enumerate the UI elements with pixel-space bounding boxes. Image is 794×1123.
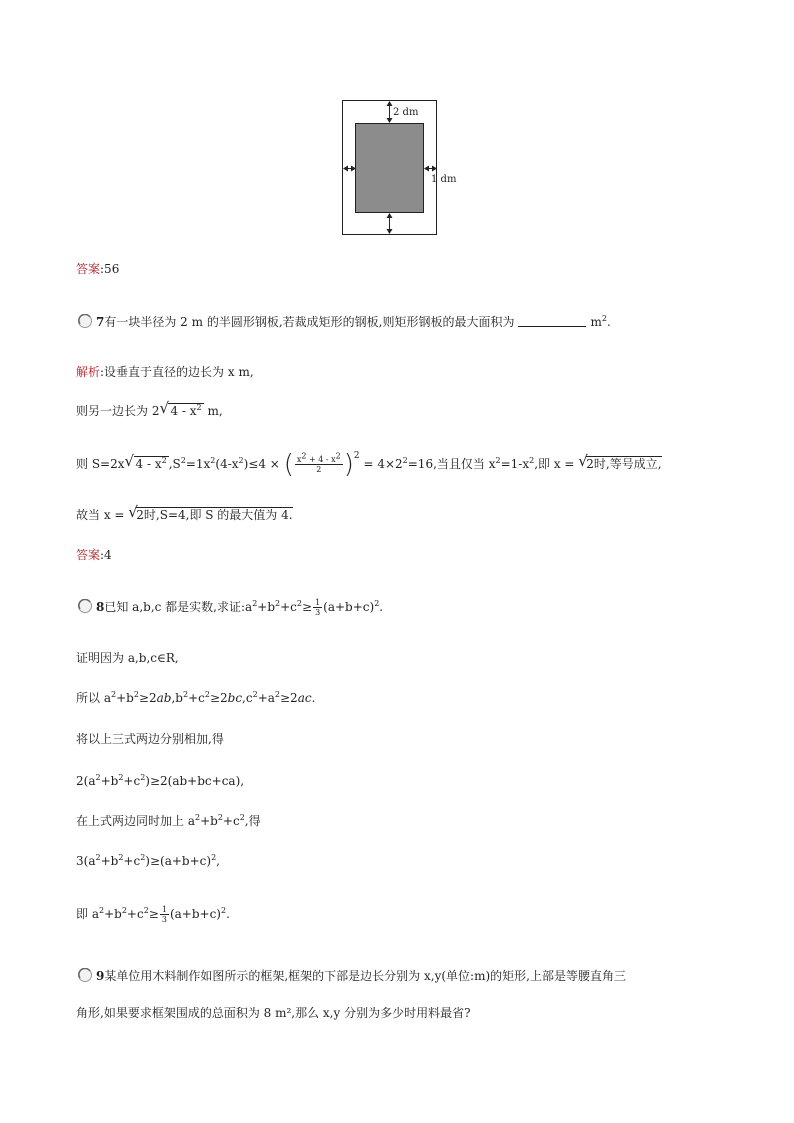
line3-c: =1x [185,457,211,471]
q9-line-2 [76,1005,471,1021]
line3-b: ,S [168,457,181,471]
q8-stem: 8已知 a,b,c 都是实数,求证$:a^2+b^2+c^2\ge$ $\frac{1}{3}$ $(a+b+c)^2$. [76,598,383,617]
q7-analysis-1 [76,364,254,380]
answer-label: 答案 [76,262,101,276]
question-marker-icon [76,599,94,613]
sqrt-2b: √ 2时,S=4,即 S 的最大值为 4. [128,503,293,522]
line2-a: 则另一边长为 2 [76,404,160,418]
line3-h: =1-x [500,457,530,471]
sqrt-2a: √ 2时,等号成立, [578,452,662,471]
label-1dm: 1 dm [431,174,457,185]
q8-number: 8 [96,600,105,614]
q8-proof-7: 即 $a^2+b^2+c^2\ge$ $\frac{1}{3}$ $(a+b+c)^2$. [76,905,230,924]
question-marker-icon [76,314,94,328]
line3-d: (4-x [215,457,239,471]
q7-analysis-2 [76,399,223,419]
q8-stem-text: 已知 a,b,c 都是实数,求证:a [104,600,253,614]
analysis-text: :设垂直于直径的边长为 x m, [100,365,254,379]
q8-proof-1 [76,650,179,666]
line3-i: ,即 x = [534,457,579,471]
question-marker-icon [76,968,94,982]
q9-number: 9 [96,969,105,983]
line3-g: =16,当且仅当 x [407,457,496,471]
line4-b: 2时,S=4,即 S 的最大值为 4. [136,508,293,522]
left-paren: ( [283,449,294,480]
q9-text-2: 角形,如果要求框架围成的总面积为 8 m²,那么 x,y 分别为多少时用料最省? [76,1006,471,1020]
q8-proof-4: $2(a^2+b^2+c^2)\ge 2(ab+bc+ca)$, [76,773,245,788]
proof-7: 即 a [76,907,99,921]
line3-a: 则 S=2x [76,457,125,471]
answer-blank [518,326,586,327]
q6-answer [76,261,119,277]
q7-analysis-3: 则 S=2x √ $4 - x^2$ $,S^2=1x^2(4-x^2)\le 4$ × ( $\frac{x^2 + 4 - x^2}{2}$ )$^2 = 4\times 2^2=16$,当且仅当 $x^2=1-x^2$,即 x = √ 2时,等号成立, [76,449,662,480]
line2-b: m, [203,404,223,418]
q9-line-1 [76,968,626,984]
fraction: $\frac{x^2 + 4 - x^2}{2}$ [296,451,341,474]
line3-e: )≤4 × [243,457,280,471]
frac-den: 2 [316,465,322,474]
line3-rad: 4 - x [135,457,162,471]
q7-stem: 7有一块半径为 2 m 的半圆形钢板,若裁成矩形的钢板,则矩形钢板的最大面积为 $m^2$. [76,314,611,330]
q7-stem-text: 有一块半径为 2 m 的半圆形钢板,若裁成矩形的钢板,则矩形钢板的最大面积为 [104,315,515,329]
answer-value-2: :4 [100,548,112,562]
proof-1: 证明因为 a,b,c∈R, [76,651,179,665]
label-2dm: 2 dm [393,107,419,118]
q8-proof-2: 所以 $a^2+b^2\ge 2ab,b^2+c^2\ge 2bc,c^2+a^2\ge 2ac$. [76,690,316,705]
q7-answer [76,547,112,563]
gray-panel [356,124,424,213]
sqrt-expr: √ $4 - x^2$ [159,399,202,418]
right-paren: ) [343,449,354,480]
one-third-2: $\frac{1}{3}$ [161,905,167,924]
line4-a: 故当 x = [76,508,129,522]
line3-f: = 4×2 [359,457,403,471]
proof-5: 在上式两边同时加上 a [76,814,195,828]
frac-num-a: x [296,455,302,464]
proof-2: 所以 a [76,691,111,705]
proof-3: 将以上三式两边分别相加,得 [76,732,224,746]
answer-label-2: 答案 [76,548,101,562]
q7-unit: m [590,315,602,329]
q9-text-1: 某单位用木料制作如图所示的框架,框架的下部是边长分别为 x,y(单位:m)的矩形,上部是等腰直角三 [104,969,626,983]
answer-value: :56 [100,262,120,276]
line3-j: 2时,等号成立, [586,457,662,471]
sqrt-expr-2: √ $4 - x^2$ [124,452,167,471]
q7-analysis-4 [76,503,293,523]
q8-proof-5: 在上式两边同时加上 $a^2+b^2+c^2$,得 [76,813,261,828]
frac-num-b: + 4 - x [306,455,336,464]
q8-proof-6: $3(a^2+b^2+c^2)\ge(a+b+c)^2$, [76,853,220,868]
one-third: $\frac{1}{3}$ [315,598,321,617]
line2-rad: 4 - x [170,404,197,418]
q7-end: . [606,315,611,329]
analysis-label: 解析 [76,365,101,379]
q7-number: 7 [96,315,105,329]
q8-proof-3 [76,731,224,747]
